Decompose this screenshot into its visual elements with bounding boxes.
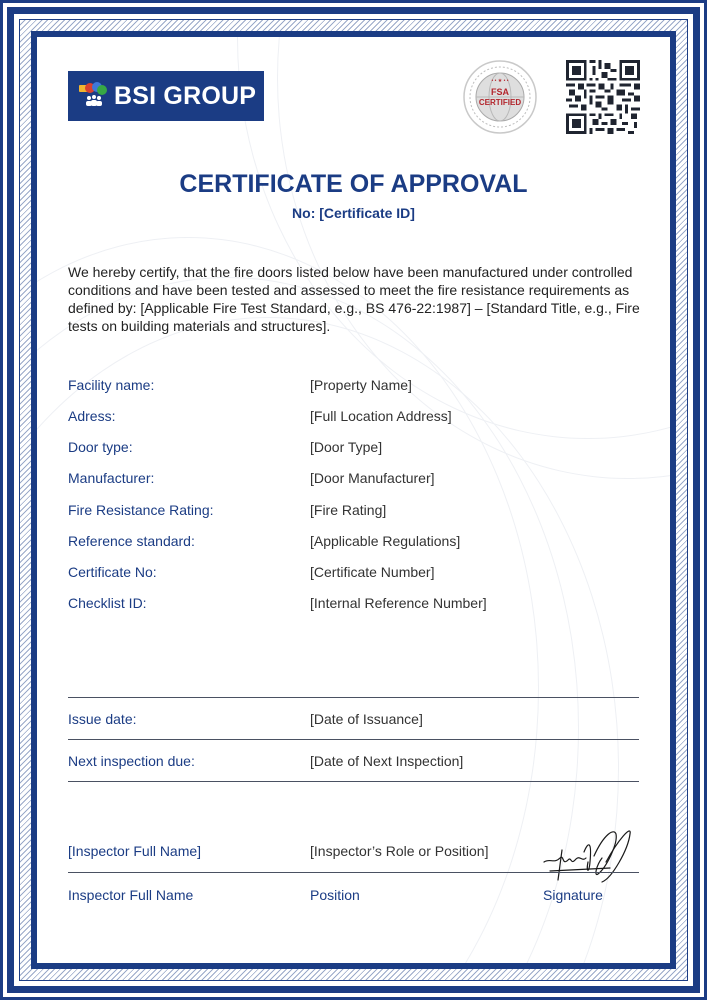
field-next-inspection-due: [68, 753, 643, 773]
field-label: Adress:: [68, 408, 116, 424]
divider: [68, 739, 639, 740]
field-label: Manufacturer:: [68, 470, 155, 486]
field-label: Checklist ID:: [68, 595, 147, 611]
field-value: [Door Type]: [310, 439, 383, 455]
field-value: [Internal Reference Number]: [310, 595, 487, 611]
field-fire-resistance-rating: [68, 502, 643, 522]
field-value: [Full Location Address]: [310, 408, 452, 424]
field-label: Door type:: [68, 439, 133, 455]
field-label: Facility name:: [68, 377, 155, 393]
qr-code-icon[interactable]: [566, 60, 640, 134]
position-caption: Position: [310, 887, 360, 903]
field-value: [Door Manufacturer]: [310, 470, 435, 486]
field-facility-name: [68, 377, 643, 397]
seal-line2: CERTIFIED: [478, 98, 522, 107]
field-reference-standard: [68, 533, 643, 553]
field-label: Certificate No:: [68, 564, 157, 580]
certification-statement: We hereby certify, that the fire doors listed below have been manufactured under controlled conditions and have been tested and assessed to meet the fire resistance requirements as defined by: [Applicable Fire Test Standard, e.g., BS 476-22:1987] – [Standard Title, e.g., Fire tests on building materials and structures].: [68, 264, 640, 334]
seal-line1: FSA: [491, 87, 509, 97]
field-address: [68, 408, 643, 428]
field-door-type: [68, 439, 643, 459]
field-issue-date: [68, 711, 643, 731]
field-label: Reference standard:: [68, 533, 195, 549]
people-speech-bubbles-icon: [78, 81, 108, 111]
field-value: [Applicable Regulations]: [310, 533, 461, 549]
signature-caption: Signature: [543, 887, 603, 903]
field-certificate-no: [68, 564, 643, 584]
field-value: [Date of Next Inspection]: [310, 753, 464, 769]
signature-line: [68, 872, 639, 873]
handwritten-signature-icon: [540, 822, 640, 892]
inspector-name-value: [Inspector Full Name]: [68, 843, 202, 859]
certificate-id: No: [Certificate ID]: [292, 205, 415, 221]
divider: [68, 781, 639, 782]
logo-text: BSI GROUP: [114, 81, 257, 110]
field-value: [Property Name]: [310, 377, 412, 393]
fsa-certified-seal: [463, 60, 537, 134]
signature-captions: [68, 887, 643, 907]
bsi-group-logo: [68, 71, 264, 121]
svg-text:• • ★ • •: • • ★ • •: [491, 78, 509, 84]
field-label: Fire Resistance Rating:: [68, 502, 214, 518]
field-checklist-id: [68, 595, 643, 615]
inspector-position-value: [Inspector’s Role or Position]: [310, 843, 489, 859]
certificate-title: CERTIFICATE OF APPROVAL: [179, 170, 528, 198]
field-label: Issue date:: [68, 711, 137, 727]
field-manufacturer: [68, 470, 643, 490]
field-value: [Certificate Number]: [310, 564, 435, 580]
field-value: [Date of Issuance]: [310, 711, 423, 727]
inspector-name-caption: Inspector Full Name: [68, 887, 194, 903]
field-label: Next inspection due:: [68, 753, 195, 769]
divider: [68, 697, 639, 698]
field-value: [Fire Rating]: [310, 502, 387, 518]
